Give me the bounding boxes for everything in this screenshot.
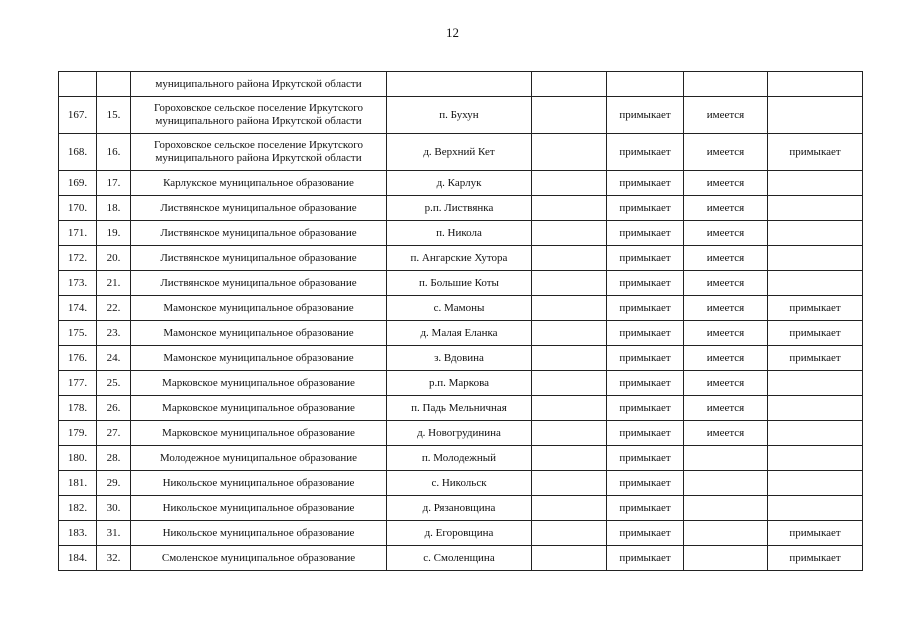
cell-municipality: Гороховское сельское поселение Иркутского муниципального района Иркутской области xyxy=(131,134,387,171)
cell-col7: имеется xyxy=(684,97,768,134)
table-row xyxy=(59,521,863,546)
cell-sub: 23. xyxy=(97,321,131,346)
table-row xyxy=(59,246,863,271)
cell-municipality: Листвянское муниципальное образование xyxy=(131,221,387,246)
cell-col5 xyxy=(532,97,607,134)
cell-col7: имеется xyxy=(684,296,768,321)
table-row xyxy=(59,321,863,346)
cell-num: 176. xyxy=(59,346,97,371)
cell-col5 xyxy=(532,496,607,521)
cell-num: 182. xyxy=(59,496,97,521)
cell-col7 xyxy=(684,546,768,571)
cell-sub: 18. xyxy=(97,196,131,221)
cell-col7 xyxy=(684,521,768,546)
cell-sub: 26. xyxy=(97,396,131,421)
table-row xyxy=(59,446,863,471)
cell-col5 xyxy=(532,221,607,246)
cell-sub: 22. xyxy=(97,296,131,321)
cell-col8 xyxy=(768,471,863,496)
cell-col6: примыкает xyxy=(607,346,684,371)
table-row xyxy=(59,171,863,196)
cell-sub: 30. xyxy=(97,496,131,521)
cell-num: 168. xyxy=(59,134,97,171)
cell-col8: примыкает xyxy=(768,546,863,571)
cell-col6: примыкает xyxy=(607,134,684,171)
cell-sub: 21. xyxy=(97,271,131,296)
cell-col8: примыкает xyxy=(768,134,863,171)
cell-num: 170. xyxy=(59,196,97,221)
cell-col6: примыкает xyxy=(607,196,684,221)
table-row xyxy=(59,196,863,221)
cell-sub: 28. xyxy=(97,446,131,471)
table-row xyxy=(59,471,863,496)
settlements-table xyxy=(58,71,863,571)
cell-col7: имеется xyxy=(684,171,768,196)
cell-col5 xyxy=(532,421,607,446)
table-row xyxy=(59,271,863,296)
cell-settlement: р.п. Маркова xyxy=(387,371,532,396)
cell-municipality: Листвянское муниципальное образование xyxy=(131,271,387,296)
cell-sub: 32. xyxy=(97,546,131,571)
cell-col5 xyxy=(532,471,607,496)
cell-settlement: р.п. Листвянка xyxy=(387,196,532,221)
cell-municipality: муниципального района Иркутской области xyxy=(131,72,387,97)
cell-col5 xyxy=(532,296,607,321)
cell-municipality: Марковское муниципальное образование xyxy=(131,371,387,396)
cell-sub: 24. xyxy=(97,346,131,371)
cell-num: 179. xyxy=(59,421,97,446)
cell-settlement: с. Никольск xyxy=(387,471,532,496)
cell-municipality: Марковское муниципальное образование xyxy=(131,396,387,421)
cell-settlement: п. Молодежный xyxy=(387,446,532,471)
cell-col5 xyxy=(532,521,607,546)
cell-settlement: с. Мамоны xyxy=(387,296,532,321)
cell-settlement: п. Падь Мельничная xyxy=(387,396,532,421)
table-row xyxy=(59,134,863,171)
cell-col5 xyxy=(532,346,607,371)
table-row xyxy=(59,421,863,446)
cell-col8 xyxy=(768,496,863,521)
cell-col5 xyxy=(532,246,607,271)
cell-col6: примыкает xyxy=(607,97,684,134)
cell-col6: примыкает xyxy=(607,521,684,546)
cell-col8 xyxy=(768,371,863,396)
cell-col6: примыкает xyxy=(607,396,684,421)
cell-municipality: Мамонское муниципальное образование xyxy=(131,296,387,321)
table-row xyxy=(59,346,863,371)
cell-col8: примыкает xyxy=(768,346,863,371)
cell-col7 xyxy=(684,471,768,496)
cell-sub: 27. xyxy=(97,421,131,446)
cell-num xyxy=(59,72,97,97)
cell-col7 xyxy=(684,446,768,471)
cell-sub: 16. xyxy=(97,134,131,171)
cell-col5 xyxy=(532,396,607,421)
cell-municipality: Мамонское муниципальное образование xyxy=(131,346,387,371)
cell-settlement: п. Никола xyxy=(387,221,532,246)
cell-sub: 15. xyxy=(97,97,131,134)
cell-col7 xyxy=(684,496,768,521)
table-row-continuation xyxy=(59,72,863,97)
cell-col7: имеется xyxy=(684,346,768,371)
cell-municipality: Смоленское муниципальное образование xyxy=(131,546,387,571)
cell-col8 xyxy=(768,421,863,446)
cell-col8 xyxy=(768,446,863,471)
cell-num: 173. xyxy=(59,271,97,296)
cell-settlement: д. Рязановщина xyxy=(387,496,532,521)
cell-num: 183. xyxy=(59,521,97,546)
cell-col8 xyxy=(768,396,863,421)
cell-col8 xyxy=(768,221,863,246)
cell-col7: имеется xyxy=(684,221,768,246)
cell-col7: имеется xyxy=(684,134,768,171)
cell-sub: 25. xyxy=(97,371,131,396)
cell-municipality: Никольское муниципальное образование xyxy=(131,471,387,496)
cell-municipality: Карлукское муниципальное образование xyxy=(131,171,387,196)
table-row xyxy=(59,396,863,421)
cell-col8 xyxy=(768,171,863,196)
cell-municipality: Листвянское муниципальное образование xyxy=(131,196,387,221)
cell-settlement: п. Бухун xyxy=(387,97,532,134)
cell-col6: примыкает xyxy=(607,246,684,271)
cell-col6: примыкает xyxy=(607,321,684,346)
cell-col5 xyxy=(532,72,607,97)
cell-municipality: Молодежное муниципальное образование xyxy=(131,446,387,471)
cell-col6: примыкает xyxy=(607,296,684,321)
cell-col8: примыкает xyxy=(768,521,863,546)
cell-num: 178. xyxy=(59,396,97,421)
cell-col5 xyxy=(532,371,607,396)
cell-col5 xyxy=(532,321,607,346)
cell-sub: 20. xyxy=(97,246,131,271)
cell-col7: имеется xyxy=(684,321,768,346)
cell-col6: примыкает xyxy=(607,271,684,296)
cell-settlement: п. Большие Коты xyxy=(387,271,532,296)
cell-col5 xyxy=(532,546,607,571)
cell-settlement: д. Новогрудинина xyxy=(387,421,532,446)
cell-municipality: Марковское муниципальное образование xyxy=(131,421,387,446)
cell-col6: примыкает xyxy=(607,446,684,471)
cell-col6: примыкает xyxy=(607,546,684,571)
cell-col6: примыкает xyxy=(607,221,684,246)
cell-col7: имеется xyxy=(684,246,768,271)
cell-settlement: д. Егоровщина xyxy=(387,521,532,546)
cell-sub: 31. xyxy=(97,521,131,546)
cell-col7: имеется xyxy=(684,271,768,296)
cell-col6: примыкает xyxy=(607,371,684,396)
cell-settlement xyxy=(387,72,532,97)
table-row xyxy=(59,371,863,396)
cell-settlement: с. Смоленщина xyxy=(387,546,532,571)
cell-sub xyxy=(97,72,131,97)
cell-num: 169. xyxy=(59,171,97,196)
cell-num: 184. xyxy=(59,546,97,571)
cell-municipality: Никольское муниципальное образование xyxy=(131,496,387,521)
cell-num: 172. xyxy=(59,246,97,271)
cell-num: 174. xyxy=(59,296,97,321)
cell-municipality: Гороховское сельское поселение Иркутского муниципального района Иркутской области xyxy=(131,97,387,134)
cell-col6 xyxy=(607,72,684,97)
cell-num: 180. xyxy=(59,446,97,471)
table-row xyxy=(59,546,863,571)
table-row xyxy=(59,221,863,246)
page-number: 12 xyxy=(446,25,459,40)
cell-num: 171. xyxy=(59,221,97,246)
table-row xyxy=(59,97,863,134)
cell-col8 xyxy=(768,72,863,97)
cell-sub: 19. xyxy=(97,221,131,246)
cell-col7 xyxy=(684,72,768,97)
cell-col5 xyxy=(532,446,607,471)
cell-col8 xyxy=(768,196,863,221)
cell-col6: примыкает xyxy=(607,471,684,496)
cell-col6: примыкает xyxy=(607,496,684,521)
cell-num: 167. xyxy=(59,97,97,134)
cell-col5 xyxy=(532,196,607,221)
cell-col7: имеется xyxy=(684,396,768,421)
cell-col7: имеется xyxy=(684,421,768,446)
cell-col8 xyxy=(768,271,863,296)
cell-municipality: Никольское муниципальное образование xyxy=(131,521,387,546)
cell-col8: примыкает xyxy=(768,296,863,321)
cell-col6: примыкает xyxy=(607,171,684,196)
cell-num: 181. xyxy=(59,471,97,496)
cell-col7: имеется xyxy=(684,196,768,221)
cell-col6: примыкает xyxy=(607,421,684,446)
cell-settlement: п. Ангарские Хутора xyxy=(387,246,532,271)
cell-settlement: з. Вдовина xyxy=(387,346,532,371)
cell-settlement: д. Карлук xyxy=(387,171,532,196)
cell-num: 177. xyxy=(59,371,97,396)
cell-municipality: Мамонское муниципальное образование xyxy=(131,321,387,346)
cell-num: 175. xyxy=(59,321,97,346)
cell-col8 xyxy=(768,246,863,271)
cell-municipality: Листвянское муниципальное образование xyxy=(131,246,387,271)
table-row xyxy=(59,496,863,521)
cell-col5 xyxy=(532,171,607,196)
cell-col5 xyxy=(532,134,607,171)
cell-col8 xyxy=(768,97,863,134)
cell-col5 xyxy=(532,271,607,296)
cell-sub: 29. xyxy=(97,471,131,496)
table-row xyxy=(59,296,863,321)
cell-col8: примыкает xyxy=(768,321,863,346)
cell-settlement: д. Верхний Кет xyxy=(387,134,532,171)
cell-sub: 17. xyxy=(97,171,131,196)
cell-col7: имеется xyxy=(684,371,768,396)
cell-settlement: д. Малая Еланка xyxy=(387,321,532,346)
